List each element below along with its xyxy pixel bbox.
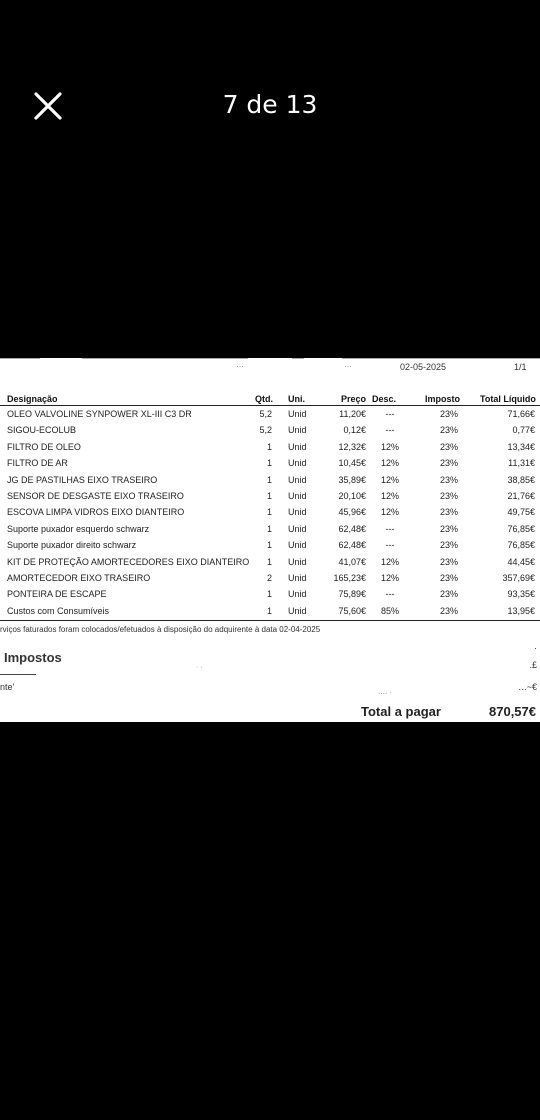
table-row (0, 524, 540, 540)
cell-qtd: 1 (266, 507, 272, 518)
total-value: 870,57€ (489, 704, 536, 719)
cut-off-label: nte' (0, 682, 15, 692)
cell-qtd: 1 (266, 491, 272, 501)
cell-preco: 62,48€ (338, 523, 366, 534)
cell-total: 76,85€ (507, 523, 535, 534)
cell-uni: Unid (288, 556, 307, 567)
cell-imposto: 23% (439, 540, 458, 551)
cell-uni: Unid (288, 441, 307, 452)
table-header-divider (0, 405, 540, 406)
viewer-top-bar (0, 0, 540, 210)
cell-total: 49,75€ (507, 507, 535, 518)
table-row (0, 425, 540, 441)
cell-uni: Unid (288, 491, 307, 501)
cell-uni: Unid (288, 425, 307, 436)
cell-qtd: 1 (266, 523, 272, 534)
cell-imposto: 23% (439, 573, 458, 583)
cell-desc: 12% (380, 491, 399, 501)
cell-desc: --- (385, 589, 395, 600)
faint-mark: ‥‥ · (378, 689, 392, 696)
cell-qtd: 1 (266, 540, 272, 551)
cell-imposto: 23% (439, 425, 458, 436)
cell-uni: Unid (288, 458, 307, 469)
table-row (0, 458, 540, 474)
cell-total: 11,31€ (508, 458, 535, 469)
cell-qtd: 1 (266, 556, 272, 567)
cell-desc: 12% (380, 458, 399, 469)
cell-total: 13,95€ (507, 605, 535, 616)
cell-preco: 0,12€ (343, 425, 366, 436)
column-header-designacao: Designação (7, 394, 58, 404)
column-header-imposto: Imposto (425, 394, 460, 404)
cell-imposto: 23% (439, 491, 458, 501)
cell-uni: Unid (288, 523, 307, 534)
cell-imposto: 23% (439, 523, 458, 534)
impostos-underline (0, 674, 36, 675)
column-header-preco: Preço (341, 394, 367, 404)
cell-imposto: 23% (439, 458, 458, 469)
cell-designacao: PONTEIRA DE ESCAPE (7, 589, 107, 600)
cell-designacao: AMORTECEDOR EIXO TRASEIRO (7, 573, 151, 583)
cell-desc: 12% (380, 507, 399, 518)
cell-designacao: FILTRO DE AR (7, 458, 68, 469)
cell-uni: Unid (288, 409, 307, 419)
table-row (0, 557, 540, 573)
table-row (0, 442, 540, 458)
cell-preco: 20,10€ (338, 491, 366, 501)
column-header-total: Total Líquido (480, 394, 536, 404)
cell-desc: --- (385, 425, 395, 436)
cell-imposto: 23% (439, 605, 458, 616)
cell-desc: 12% (380, 556, 399, 567)
cell-designacao: SENSOR DE DESGASTE EIXO TRASEIRO (7, 491, 184, 501)
cell-qtd: 1 (266, 474, 272, 485)
cell-imposto: 23% (439, 556, 458, 567)
column-header-qtd: Qtd. (255, 394, 273, 404)
cell-imposto: 23% (439, 409, 458, 419)
cell-desc: --- (385, 409, 395, 419)
cell-desc: --- (385, 523, 395, 534)
impostos-title: Impostos (4, 650, 62, 665)
cell-preco: 10,45€ (338, 458, 366, 469)
cell-imposto: 23% (439, 507, 458, 518)
cell-uni: Unid (288, 507, 307, 518)
cell-preco: 62,48€ (338, 540, 366, 551)
cell-qtd: 1 (266, 441, 272, 452)
cell-qtd: 5,2 (259, 409, 272, 419)
cell-preco: 41,07€ (338, 556, 366, 567)
cell-uni: Unid (288, 474, 307, 485)
header-fragment-line (82, 358, 248, 359)
cut-off-value: · (534, 643, 537, 653)
cell-total: 21,76€ (507, 491, 535, 501)
cell-designacao: KIT DE PROTEÇÃO AMORTECEDORES EIXO DIANTEIRO (7, 556, 250, 567)
invoice-image (0, 358, 540, 722)
faint-mark: … (344, 360, 352, 369)
table-row (0, 589, 540, 605)
column-header-desc: Desc. (372, 394, 397, 404)
cell-desc: --- (385, 540, 395, 551)
cell-preco: 45,96€ (338, 507, 366, 518)
document-date: 02-05-2025 (400, 362, 447, 372)
cell-uni: Unid (288, 540, 307, 551)
cell-preco: 12,32€ (338, 441, 366, 452)
table-bottom-divider (0, 620, 540, 621)
cell-preco: 165,23€ (333, 573, 366, 583)
cell-designacao: ESCOVA LIMPA VIDROS EIXO DIANTEIRO (7, 507, 185, 518)
cell-total: 44,45€ (507, 556, 535, 567)
cell-total: 76,85€ (507, 540, 535, 551)
cut-off-value: .£ (529, 660, 537, 670)
table-row (0, 573, 540, 589)
cell-total: 357,69€ (502, 573, 535, 583)
table-row (0, 409, 540, 425)
cell-imposto: 23% (439, 474, 458, 485)
faint-mark: … (236, 360, 244, 369)
cell-qtd: 2 (266, 573, 272, 583)
cell-preco: 11,20€ (339, 409, 366, 419)
cell-desc: 12% (380, 573, 399, 583)
faint-mark: · · (196, 664, 203, 671)
column-header-uni: Uni. (288, 394, 305, 404)
cell-preco: 75,60€ (338, 605, 366, 616)
cell-designacao: OLEO VALVOLINE SYNPOWER XL-III C3 DR (7, 409, 192, 419)
cell-total: 38,85€ (507, 474, 535, 485)
header-fragment-line (0, 358, 40, 359)
table-row (0, 507, 540, 523)
table-row (0, 540, 540, 556)
cell-qtd: 5,2 (259, 425, 272, 436)
cell-designacao: SIGOU-ECOLUB (7, 425, 77, 436)
cell-total: 93,35€ (507, 589, 535, 600)
table-row (0, 491, 540, 507)
cell-designacao: Custos com Consumíveis (7, 605, 110, 616)
cell-preco: 35,89€ (338, 474, 366, 485)
cell-total: 71,66€ (507, 409, 535, 419)
cell-uni: Unid (288, 605, 307, 616)
cell-designacao: Suporte puxador direito schwarz (7, 540, 137, 551)
services-note: rviços faturados foram colocados/efetuados à disposição do adquirente à data 02-04-2025 (0, 625, 321, 634)
cut-off-value: ‥.~€ (518, 682, 537, 692)
table-row (0, 475, 540, 491)
image-counter: 7 de 13 (222, 90, 318, 119)
cell-uni: Unid (288, 589, 307, 600)
cell-desc: 12% (380, 474, 399, 485)
cell-desc: 85% (380, 605, 399, 616)
header-fragment-line (342, 358, 540, 359)
cell-designacao: JG DE PASTILHAS EIXO TRASEIRO (7, 474, 158, 485)
cell-designacao: FILTRO DE OLEO (7, 441, 81, 452)
cell-qtd: 1 (266, 458, 272, 469)
cell-uni: Unid (288, 573, 307, 583)
page-number: 1/1 (514, 362, 527, 372)
header-fragment-line (292, 358, 304, 359)
cell-designacao: Suporte puxador esquerdo schwarz (7, 523, 150, 534)
total-label: Total a pagar (361, 704, 441, 719)
cell-qtd: 1 (266, 589, 272, 600)
cell-qtd: 1 (266, 605, 272, 616)
cell-imposto: 23% (439, 441, 458, 452)
cell-imposto: 23% (439, 589, 458, 600)
cell-total: 0,77€ (512, 425, 535, 436)
cell-desc: 12% (380, 441, 399, 452)
cell-total: 13,34€ (507, 441, 535, 452)
cell-preco: 75,89€ (338, 589, 366, 600)
